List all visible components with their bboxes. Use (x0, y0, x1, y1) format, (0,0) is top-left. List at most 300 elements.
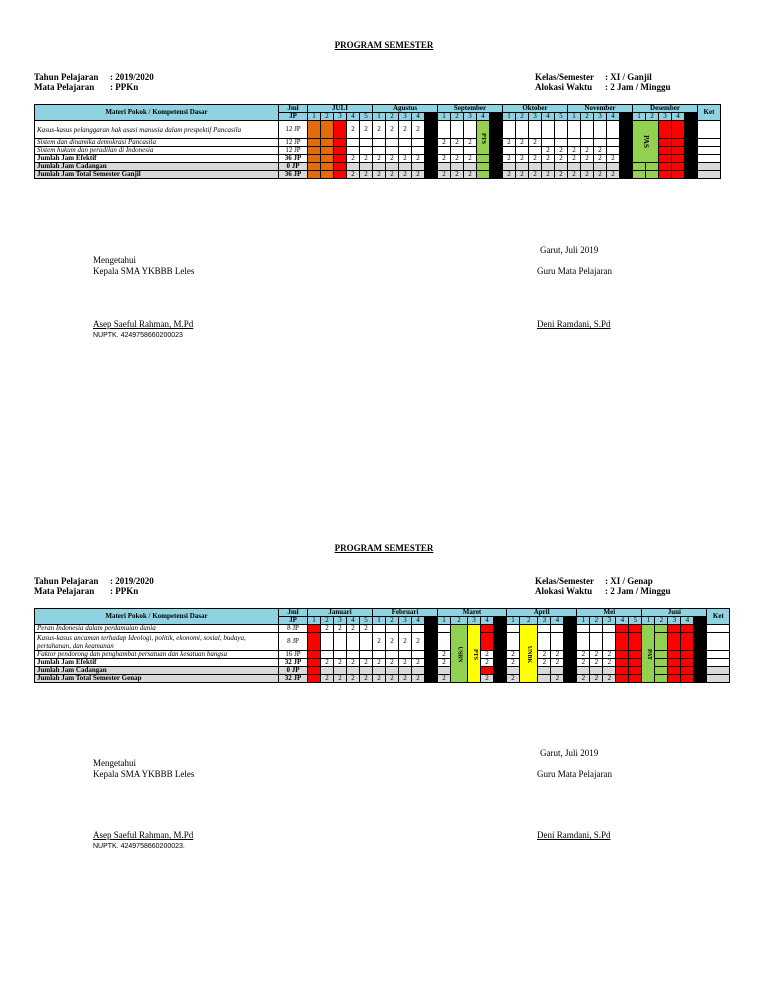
table-cell (542, 139, 555, 147)
table-cell (494, 633, 507, 651)
table-cell (477, 155, 490, 163)
table-cell (477, 171, 490, 179)
table-cell (481, 633, 494, 651)
table-row-materi: Faktor pendorong dan penghambat persatuan dan kesatuan bangsa (35, 651, 279, 659)
month-april: April (507, 609, 577, 617)
table-cell (668, 633, 681, 651)
table-cell-value: 2 (321, 659, 334, 667)
table-cell (538, 633, 551, 651)
table-cell (685, 163, 698, 171)
table-cell (308, 155, 321, 163)
header-materi: Materi Pokok / Kompetensi Dasar (35, 105, 279, 121)
table-cell-value: 2 (360, 625, 373, 633)
table-cell (438, 633, 451, 651)
table-cell (399, 625, 412, 633)
table-cell-value: 2 (321, 675, 334, 683)
table-cell-value: 2 (538, 659, 551, 667)
table-cell (681, 651, 694, 659)
table-cell (659, 163, 672, 171)
week-number: 4 (347, 617, 360, 625)
table-cell (568, 163, 581, 171)
table-cell-value: 2 (412, 633, 425, 651)
table-cell-value: 2 (360, 675, 373, 683)
table-cell-value: 2 (464, 155, 477, 163)
table-cell (685, 171, 698, 179)
table-cell (334, 171, 347, 179)
week-number: 3 (603, 617, 616, 625)
table-cell (698, 139, 721, 147)
table-cell (321, 667, 334, 675)
table-cell-value: 2 (334, 675, 347, 683)
table-cell (321, 633, 334, 651)
pts-column: PTS (477, 121, 490, 155)
table-cell-value: 2 (607, 171, 620, 179)
table-cell (707, 625, 730, 633)
table-cell (334, 139, 347, 147)
table-cell (668, 659, 681, 667)
table-cell (603, 633, 616, 651)
table-cell-value: 2 (438, 139, 451, 147)
table-cell-value: 2 (464, 171, 477, 179)
alokasi-value: : 2 Jam / Minggu (605, 586, 671, 596)
table-cell-value: 2 (516, 171, 529, 179)
table-cell (347, 147, 360, 155)
table-cell (516, 163, 529, 171)
table-cell-value: 2 (568, 147, 581, 155)
table-row-cadangan: Jumlah Jam Cadangan (35, 667, 279, 675)
table-cell-value: 2 (503, 155, 516, 163)
table-cell-value: 2 (386, 121, 399, 139)
table-cell-value: 2 (412, 121, 425, 139)
table-cell-value: 2 (529, 155, 542, 163)
table-cell (581, 139, 594, 147)
table-cell-value: 2 (438, 155, 451, 163)
week-number: 1 (503, 113, 516, 121)
table-cell-value: 2 (360, 121, 373, 139)
table-cell-value: 2 (347, 155, 360, 163)
table-cell (438, 625, 451, 633)
place-date: Garut, Juli 2019 (540, 748, 599, 758)
meta-right (535, 72, 671, 92)
table-cell-value: 2 (399, 675, 412, 683)
table-cell (490, 121, 503, 139)
table-cell (490, 171, 503, 179)
table-cell (490, 147, 503, 155)
table-cell (360, 139, 373, 147)
table-cell (386, 667, 399, 675)
table-cell (707, 651, 730, 659)
table-cell (646, 171, 659, 179)
table-cell (321, 163, 334, 171)
table-cell-value: 2 (603, 675, 616, 683)
table-cell (668, 651, 681, 659)
week-blocked (564, 617, 577, 625)
table-cell (620, 147, 633, 155)
table-cell (616, 659, 629, 667)
week-number: 3 (334, 113, 347, 121)
table-row-jp: 16 JP (279, 651, 308, 659)
table-cell (620, 163, 633, 171)
kepala-title: Kepala SMA YKBBB Leles (93, 769, 195, 779)
table-cell (507, 633, 520, 651)
week-number: 5 (360, 113, 373, 121)
table-row-jp: 36 JP (279, 155, 308, 163)
table-cell-value: 2 (594, 147, 607, 155)
table-cell (321, 121, 334, 139)
month-februari: Februari (373, 609, 438, 617)
table-cell (698, 121, 721, 139)
table-cell (629, 667, 642, 675)
table-cell (425, 651, 438, 659)
month-juni: Juni (642, 609, 707, 617)
month-juli: JULI (308, 105, 373, 113)
week-number: 4 (551, 617, 564, 625)
table-cell-value: 2 (538, 651, 551, 659)
table-cell (538, 675, 551, 683)
week-number: 5 (555, 113, 568, 121)
table-cell (620, 121, 633, 139)
guru-signature (537, 830, 611, 841)
table-cell (425, 163, 438, 171)
week-number: 3 (399, 113, 412, 121)
table-cell-value: 2 (555, 147, 568, 155)
table-cell (555, 139, 568, 147)
table-cell (490, 163, 503, 171)
table-cell-value: 2 (481, 651, 494, 659)
table-cell (542, 163, 555, 171)
header-jp: JP (279, 113, 308, 121)
table-row-efektif: Jumlah Jam Efektif (35, 659, 279, 667)
table-cell (386, 163, 399, 171)
table-cell (360, 633, 373, 651)
table-cell (321, 155, 334, 163)
table-cell-value: 2 (386, 659, 399, 667)
table-row-materi: Kasus-kasus ancaman terhadap Ideologi, politik, ekonomi, sosial, budaya, pertahanan, dan keamanan (35, 633, 279, 651)
week-number: 3 (529, 113, 542, 121)
table-cell (464, 121, 477, 139)
week-number: 2 (451, 113, 464, 121)
table-cell (629, 625, 642, 633)
table-row-jp: 12 JP (279, 121, 308, 139)
table-cell (425, 139, 438, 147)
table-cell (616, 675, 629, 683)
table-cell (581, 163, 594, 171)
month-agustus: Agustus (373, 105, 438, 113)
table-cell (308, 651, 321, 659)
table-cell (451, 147, 464, 155)
semester-genap-sheet (0, 543, 768, 863)
table-cell (620, 155, 633, 163)
table-cell (425, 675, 438, 683)
table-cell-value: 2 (412, 155, 425, 163)
table-cell (668, 667, 681, 675)
table-cell (681, 667, 694, 675)
table-cell (334, 651, 347, 659)
table-cell (516, 121, 529, 139)
table-cell-value: 2 (542, 147, 555, 155)
table-cell (412, 139, 425, 147)
mengetahui: Mengetahui (93, 758, 136, 768)
week-number: 3 (659, 113, 672, 121)
table-cell (529, 147, 542, 155)
table-cell (694, 633, 707, 651)
table-cell (507, 625, 520, 633)
kelas-label: Kelas/Semester (535, 576, 594, 586)
week-number: 1 (373, 617, 386, 625)
table-cell (629, 675, 642, 683)
header-jml: Jml (279, 609, 308, 617)
table-cell (334, 633, 347, 651)
table-cell (308, 171, 321, 179)
table-cell (694, 651, 707, 659)
table-cell (425, 121, 438, 139)
table-cell-value: 2 (529, 171, 542, 179)
table-cell (590, 667, 603, 675)
table-cell (672, 147, 685, 155)
table-cell (334, 121, 347, 139)
table-cell (477, 163, 490, 171)
pas-column: PAS (633, 121, 659, 163)
page-title: PROGRAM SEMESTER (334, 40, 434, 50)
table-cell (321, 651, 334, 659)
table-cell (655, 667, 668, 675)
week-number: 1 (438, 617, 451, 625)
table-cell-value: 2 (412, 675, 425, 683)
tahun-value: : 2019/2020 (110, 576, 154, 586)
table-cell (607, 163, 620, 171)
table-cell (707, 667, 730, 675)
week-number: 1 (568, 113, 581, 121)
table-cell-value: 2 (321, 625, 334, 633)
table-cell (694, 667, 707, 675)
week-number: 2 (321, 617, 334, 625)
table-cell (555, 163, 568, 171)
week-blocked (620, 113, 633, 121)
table-cell (564, 625, 577, 633)
table-cell (438, 163, 451, 171)
table-cell-value: 2 (590, 659, 603, 667)
tahun-value: : 2019/2020 (110, 72, 154, 82)
week-number: 3 (464, 113, 477, 121)
alokasi-label: Alokasi Waktu (535, 82, 593, 92)
table-cell (464, 163, 477, 171)
month-september: September (438, 105, 503, 113)
week-number: 2 (386, 113, 399, 121)
schedule-table (34, 104, 721, 179)
table-cell-value: 2 (399, 659, 412, 667)
table-cell (707, 659, 730, 667)
table-cell-value: 2 (555, 155, 568, 163)
month-desember: Desember (633, 105, 698, 113)
table-cell (620, 171, 633, 179)
table-cell (655, 651, 668, 659)
table-cell-value: 2 (594, 171, 607, 179)
table-cell (386, 651, 399, 659)
table-cell (655, 633, 668, 651)
month-maret: Maret (438, 609, 507, 617)
table-cell (438, 121, 451, 139)
month-mei: Mei (577, 609, 642, 617)
week-number: 4 (607, 113, 620, 121)
guru-name: Deni Ramdani, S.Pd (537, 319, 611, 329)
table-cell (490, 155, 503, 163)
table-cell-value: 2 (360, 659, 373, 667)
table-cell (308, 139, 321, 147)
table-cell (412, 651, 425, 659)
table-cell (646, 163, 659, 171)
table-cell-value: 2 (464, 139, 477, 147)
table-cell (668, 675, 681, 683)
unbk-column: UNBK (520, 625, 538, 683)
table-cell (659, 171, 672, 179)
table-cell-value: 2 (503, 139, 516, 147)
table-cell-value: 2 (577, 659, 590, 667)
table-cell (308, 667, 321, 675)
table-cell-value: 2 (412, 171, 425, 179)
table-row-total: Jumlah Jam Total Semester Ganjil (35, 171, 279, 179)
table-cell-value: 2 (551, 675, 564, 683)
kelas-value: : XI / Genap (605, 576, 653, 586)
table-cell (529, 121, 542, 139)
table-row-cadangan: Jumlah Jam Cadangan (35, 163, 279, 171)
table-cell (360, 163, 373, 171)
table-cell (386, 625, 399, 633)
page-title: PROGRAM SEMESTER (334, 543, 434, 553)
table-row-jp: 8 JP (279, 625, 308, 633)
table-cell (490, 139, 503, 147)
table-cell (503, 121, 516, 139)
table-cell (425, 633, 438, 651)
week-blocked (694, 617, 707, 625)
table-cell (577, 667, 590, 675)
month-oktober: Oktober (503, 105, 568, 113)
week-blocked (425, 617, 438, 625)
table-cell (659, 121, 672, 139)
table-cell (334, 147, 347, 155)
guru-title: Guru Mata Pelajaran (537, 266, 612, 276)
header-jp: JP (279, 617, 308, 625)
table-cell (373, 163, 386, 171)
week-number: 4 (412, 113, 425, 121)
table-cell (334, 667, 347, 675)
table-cell (542, 121, 555, 139)
table-cell (577, 633, 590, 651)
table-cell (373, 625, 386, 633)
week-number: 5 (629, 617, 642, 625)
table-cell (334, 155, 347, 163)
table-cell (681, 675, 694, 683)
table-cell (564, 659, 577, 667)
table-cell-value: 2 (412, 659, 425, 667)
table-row-jp: 0 JP (279, 667, 308, 675)
week-number: 1 (642, 617, 655, 625)
table-cell-value: 2 (542, 171, 555, 179)
table-cell (694, 659, 707, 667)
week-number: 5 (360, 617, 373, 625)
table-cell (373, 667, 386, 675)
table-cell (581, 121, 594, 139)
table-cell (655, 659, 668, 667)
table-cell-value: 2 (334, 659, 347, 667)
table-cell-value: 2 (603, 659, 616, 667)
table-cell (425, 155, 438, 163)
table-cell (425, 667, 438, 675)
table-cell (503, 147, 516, 155)
table-cell (516, 147, 529, 155)
table-cell (386, 147, 399, 155)
table-cell (494, 667, 507, 675)
week-blocked (685, 113, 698, 121)
guru-signature (537, 319, 611, 330)
table-cell (607, 147, 620, 155)
table-cell (308, 675, 321, 683)
table-cell-value: 2 (529, 139, 542, 147)
table-cell (347, 667, 360, 675)
week-number: 2 (321, 113, 334, 121)
week-number: 4 (481, 617, 494, 625)
table-cell-value: 2 (581, 171, 594, 179)
table-row-materi: Peran Indonesia dalam perdamaian dunia (35, 625, 279, 633)
table-cell (629, 633, 642, 651)
kepala-nuptk: NUPTK. 4249758660200023 (93, 332, 183, 339)
table-cell (672, 139, 685, 147)
table-cell-value: 2 (581, 147, 594, 155)
guru-name: Deni Ramdani, S.Pd (537, 830, 611, 840)
table-cell (334, 163, 347, 171)
kepala-nuptk: NUPTK. 4249758660200023. (93, 843, 185, 850)
header-ket: Ket (707, 609, 730, 625)
table-cell-value: 2 (507, 651, 520, 659)
table-row-jp: 0 JP (279, 163, 308, 171)
table-cell-value: 2 (373, 155, 386, 163)
table-cell (685, 147, 698, 155)
place-date: Garut, Juli 2019 (540, 245, 599, 255)
table-cell-value: 2 (438, 659, 451, 667)
tahun-label: Tahun Pelajaran (34, 72, 99, 82)
table-cell (464, 147, 477, 155)
table-cell (494, 675, 507, 683)
pts-column: PTS (468, 625, 481, 683)
week-number: 1 (373, 113, 386, 121)
table-cell (308, 121, 321, 139)
signature-left (93, 758, 194, 780)
week-number: 4 (616, 617, 629, 625)
month-januari: Januari (308, 609, 373, 617)
table-cell-value: 2 (577, 675, 590, 683)
week-number: 1 (577, 617, 590, 625)
table-cell (308, 147, 321, 155)
table-cell (590, 625, 603, 633)
table-cell (347, 651, 360, 659)
kelas-label: Kelas/Semester (535, 72, 594, 82)
table-cell (399, 651, 412, 659)
table-cell (551, 625, 564, 633)
table-cell-value: 2 (568, 155, 581, 163)
table-row-materi: Sistem hukum dan peradilan di Indonesia (35, 147, 279, 155)
table-cell (672, 121, 685, 139)
week-number: 4 (542, 113, 555, 121)
week-number: 3 (468, 617, 481, 625)
table-cell (590, 633, 603, 651)
table-cell-value: 2 (503, 171, 516, 179)
week-number: 3 (594, 113, 607, 121)
table-cell-value: 2 (360, 155, 373, 163)
mengetahui: Mengetahui (93, 255, 136, 265)
table-cell (672, 155, 685, 163)
header-ket: Ket (698, 105, 721, 121)
table-cell (629, 651, 642, 659)
week-number: 2 (646, 113, 659, 121)
